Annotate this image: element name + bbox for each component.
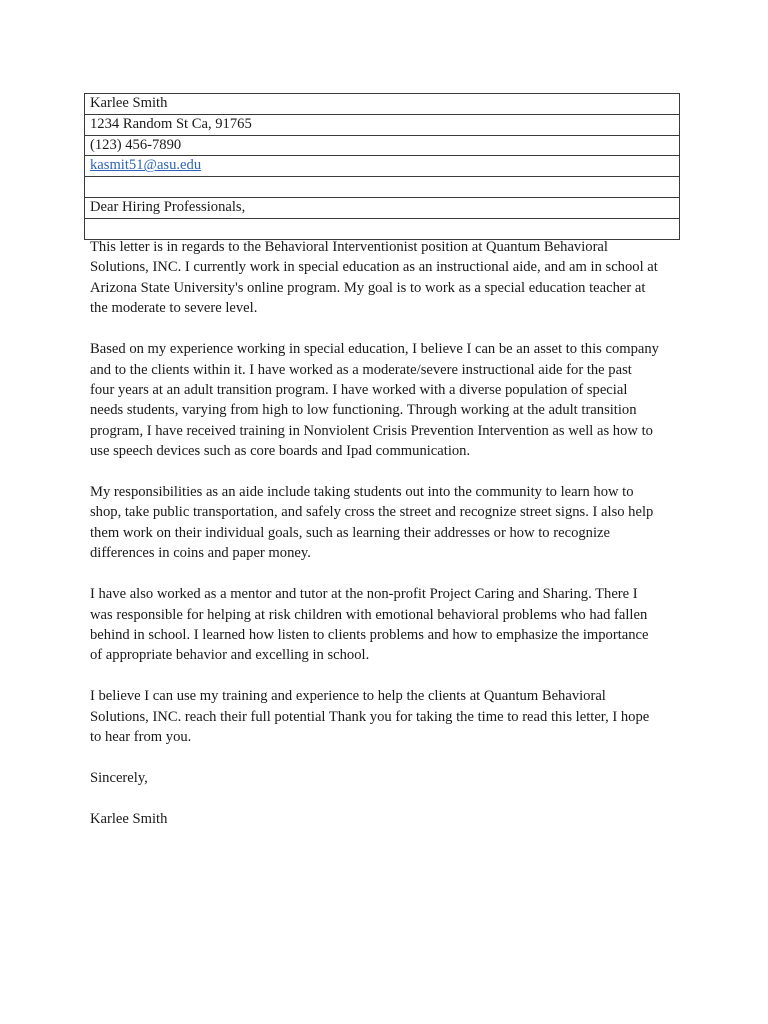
text-line: Solutions, INC. reach their full potential Thank you for taking the time to read this letter, I hope	[90, 708, 650, 725]
sender-name: Karlee Smith	[85, 94, 680, 115]
text-line: shop, take public transportation, and safely cross the street and recognize street signs. I also help	[90, 504, 654, 521]
paragraph-experience	[90, 339, 690, 461]
empty-cell	[85, 218, 680, 239]
email-cell	[85, 156, 680, 177]
sender-phone: (123) 456-7890	[85, 135, 680, 156]
text-line: program, I have received training in Nonviolent Crisis Prevention Intervention as well as how to	[90, 422, 653, 439]
text-line: to hear from you.	[90, 729, 192, 746]
text-line: needs students, varying from high to low functioning. Through working at the adult transition	[90, 402, 637, 419]
closing: Sincerely,	[90, 770, 148, 787]
paragraph-responsibilities	[90, 482, 690, 564]
text-line: Solutions, INC. I currently work in special education as an instructional aide, and am in school at	[90, 259, 658, 276]
text-line: My responsibilities as an aide include taking students out into the community to learn how to	[90, 484, 634, 501]
header-row-greeting	[85, 197, 680, 218]
header-row-email	[85, 156, 680, 177]
text-line: Arizona State University's online program. My goal is to work as a special education teacher at	[90, 279, 646, 296]
header-row-address	[85, 114, 680, 135]
sender-email-link[interactable]: kasmit51@asu.edu	[90, 157, 202, 174]
text-line: of appropriate behavior and excelling in school.	[90, 647, 370, 664]
letter-body	[90, 237, 690, 850]
sender-address: 1234 Random St Ca, 91765	[85, 114, 680, 135]
text-line: I believe I can use my training and experience to help the clients at Quantum Behavioral	[90, 688, 606, 705]
header-row-blank-1	[85, 177, 680, 198]
paragraph-conclusion	[90, 686, 690, 747]
header-table	[84, 93, 680, 240]
header-row-blank-2	[85, 218, 680, 239]
text-line: This letter is in regards to the Behavioral Interventionist position at Quantum Behavioral	[90, 239, 608, 255]
text-line: the moderate to severe level.	[90, 300, 258, 317]
text-line: differences in coins and paper money.	[90, 545, 311, 562]
signature: Karlee Smith	[90, 810, 168, 827]
text-line: I have also worked as a mentor and tutor at the non-profit Project Caring and Sharing. There I	[90, 586, 638, 603]
text-line: use speech devices such as core boards and Ipad communication.	[90, 443, 471, 460]
text-line: was responsible for helping at risk children with emotional behavioral problems who had fallen	[90, 606, 648, 623]
header-row-name	[85, 94, 680, 115]
greeting: Dear Hiring Professionals,	[85, 197, 680, 218]
empty-cell	[85, 177, 680, 198]
paragraph-intro	[90, 237, 690, 319]
text-line: four years at an adult transition program. I have worked with a diverse population of special	[90, 381, 628, 398]
text-line: Based on my experience working in special education, I believe I can be an asset to this company	[90, 341, 659, 358]
text-line: them work on their individual goals, such as learning their addresses or how to recognize	[90, 524, 610, 541]
header-row-phone	[85, 135, 680, 156]
text-line: behind in school. I learned how listen to clients problems and how to emphasize the importance	[90, 627, 649, 643]
paragraph-mentor	[90, 584, 690, 666]
text-line: and to the clients within it. I have worked as a moderate/severe instructional aide for the past	[90, 361, 632, 378]
